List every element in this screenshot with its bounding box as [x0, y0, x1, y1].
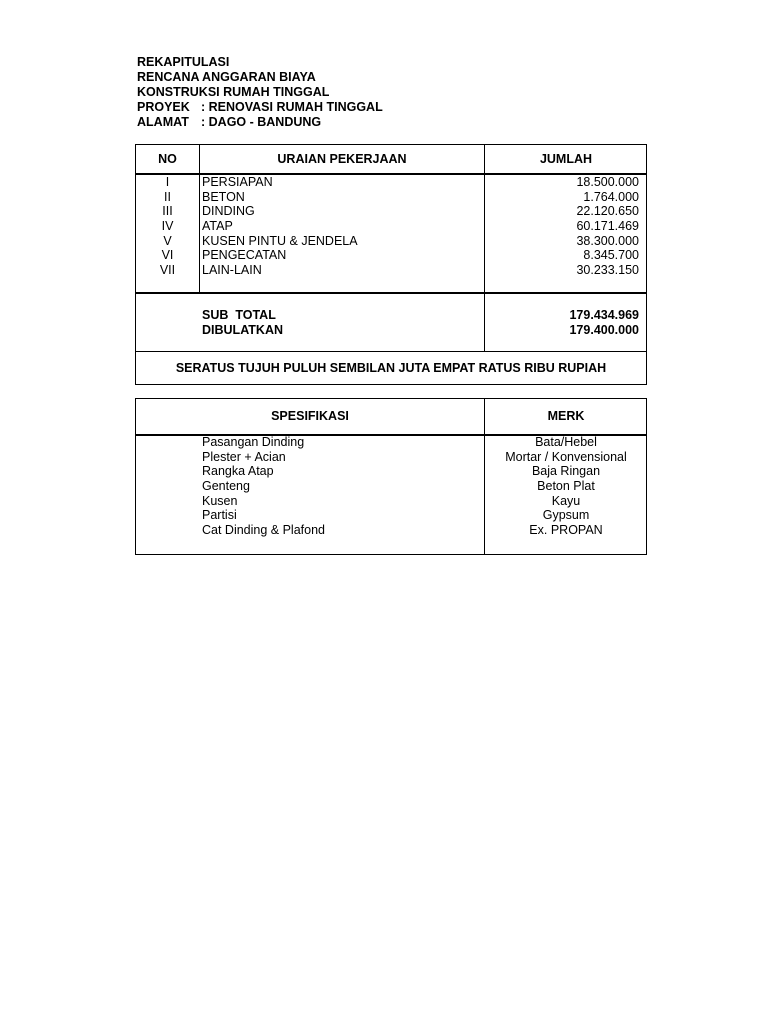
table-row: [136, 248, 646, 263]
spec-row: [136, 494, 646, 509]
row-no: VI: [161, 248, 174, 263]
row-uraian: PERSIAPAN: [202, 175, 273, 189]
merk-item: Mortar / Konvensional: [505, 449, 627, 464]
spec-item: Rangka Atap: [202, 464, 274, 479]
row-no: VII: [159, 263, 176, 278]
alamat-value: : DAGO - BANDUNG: [201, 115, 322, 129]
merk-item: Gypsum: [542, 508, 590, 523]
title-rab: RENCANA ANGGARAN BIAYA: [137, 70, 316, 84]
merk-item: Baja Ringan: [531, 464, 601, 479]
header-merk: MERK: [547, 409, 585, 423]
table-row: [136, 263, 646, 278]
subtotal-value: 179.434.969: [569, 308, 639, 322]
cost-rows: [136, 175, 646, 278]
row-jumlah: 30.233.150: [576, 263, 639, 278]
spec-item: Cat Dinding & Plafond: [202, 523, 325, 538]
title-rekapitulasi: REKAPITULASI: [137, 55, 230, 69]
header-no: NO: [158, 152, 177, 166]
row-uraian: ATAP: [202, 219, 233, 234]
row-jumlah: 18.500.000: [576, 175, 639, 189]
spec-row: [136, 523, 646, 538]
alamat-label: ALAMAT: [137, 115, 189, 129]
row-uraian: LAIN-LAIN: [202, 263, 262, 278]
spec-item: Plester + Acian: [202, 449, 286, 464]
row-uraian: KUSEN PINTU & JENDELA: [202, 233, 358, 248]
row-jumlah: 1.764.000: [583, 189, 639, 204]
rounded-value: 179.400.000: [569, 323, 639, 337]
row-uraian: BETON: [202, 189, 245, 204]
proyek-row: [137, 100, 383, 115]
row-no: IV: [161, 219, 174, 234]
spec-row: [136, 450, 646, 465]
spec-table: [135, 398, 647, 555]
merk-item: Beton Plat: [537, 479, 595, 494]
merk-item: Bata/Hebel: [535, 435, 597, 449]
cost-table: [135, 144, 647, 385]
merk-item: Ex. PROPAN: [529, 523, 603, 538]
alamat-row: [137, 115, 383, 130]
header-jumlah: JUMLAH: [539, 152, 593, 166]
cost-body-divider: [136, 292, 646, 294]
row-no: V: [163, 233, 172, 248]
spec-row: [136, 479, 646, 494]
terbilang-text: SERATUS TUJUH PULUH SEMBILAN JUTA EMPAT RATUS RIBU RUPIAH: [175, 361, 607, 375]
row-no: III: [162, 204, 173, 219]
row-no: I: [165, 175, 170, 189]
table-row: [136, 190, 646, 205]
spec-item: Pasangan Dinding: [202, 435, 305, 449]
document-header: [137, 55, 383, 130]
row-jumlah: 60.171.469: [576, 219, 639, 234]
spec-row: [136, 464, 646, 479]
merk-item: Kayu: [551, 493, 581, 508]
row-no: II: [164, 189, 171, 204]
cost-total-divider: [136, 351, 646, 352]
spec-item: Genteng: [202, 479, 250, 494]
row-jumlah: 22.120.650: [576, 204, 639, 219]
header-uraian: URAIAN PEKERJAAN: [277, 152, 407, 166]
row-jumlah: 8.345.700: [583, 248, 639, 263]
row-uraian: DINDING: [202, 204, 255, 219]
rounded-label: DIBULATKAN: [202, 323, 284, 337]
title-konstruksi: KONSTRUKSI RUMAH TINGGAL: [137, 85, 330, 99]
table-row: [136, 204, 646, 219]
proyek-value: : RENOVASI RUMAH TINGGAL: [201, 100, 383, 114]
header-spesifikasi: SPESIFIKASI: [271, 409, 349, 423]
spec-rows: [136, 435, 646, 538]
row-uraian: PENGECATAN: [202, 248, 287, 263]
spec-row: [136, 435, 646, 450]
spec-row: [136, 508, 646, 523]
table-row: [136, 219, 646, 234]
spec-item: Partisi: [202, 508, 237, 523]
table-row: [136, 234, 646, 249]
proyek-label: PROYEK: [137, 100, 190, 114]
row-jumlah: 38.300.000: [576, 233, 639, 248]
spec-item: Kusen: [202, 493, 238, 508]
table-row: [136, 175, 646, 190]
subtotal-label: SUB TOTAL: [202, 308, 276, 322]
